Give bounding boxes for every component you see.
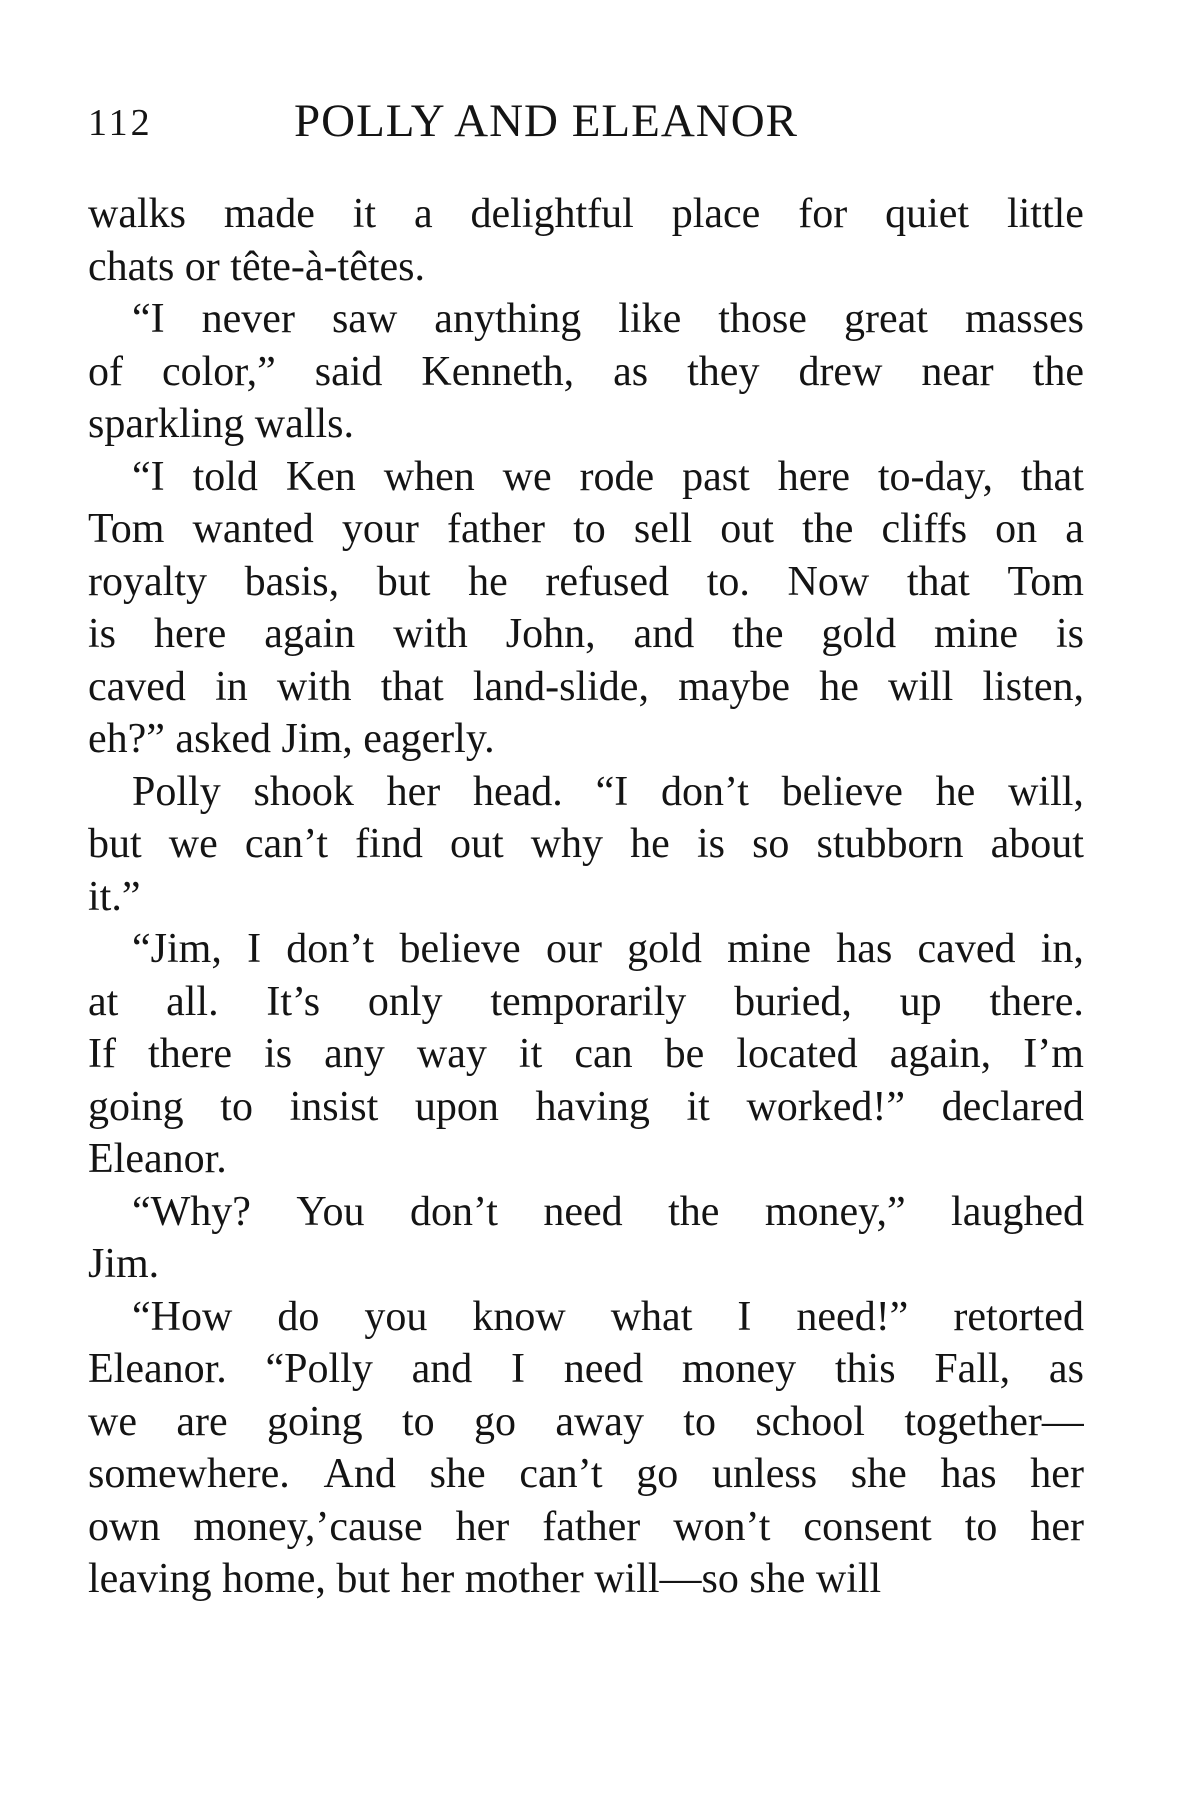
text-line: “Why? You don’t need the money,” laughed	[132, 1188, 1084, 1235]
text-line: but we can’t find out why he is so stubborn about	[88, 821, 1084, 867]
text-line: sparkling walls.	[88, 401, 354, 447]
paragraph	[88, 923, 1084, 1186]
text-line: is here again with John, and the gold mine is	[88, 611, 1084, 657]
paragraph	[88, 293, 1084, 451]
paragraph	[88, 1186, 1084, 1291]
text-line: Tom wanted your father to sell out the cliffs on a	[88, 506, 1084, 552]
paragraph	[88, 766, 1084, 924]
text-line: it.”	[88, 873, 141, 920]
text-line: If there is any way it can be located again, I’m	[88, 1031, 1084, 1077]
text-line: chats or tête-à-têtes.	[88, 243, 425, 290]
text-line: of color,” said Kenneth, as they drew near the	[88, 348, 1084, 395]
text-line: leaving home, but her mother will—so she will	[88, 1556, 882, 1602]
text-line: going to insist upon having it worked!” declared	[88, 1083, 1084, 1130]
text-line: “Jim, I don’t believe our gold mine has caved in,	[132, 926, 1084, 972]
text-line: own money,’cause her father won’t consent to her	[88, 1503, 1084, 1550]
text-line: Polly shook her head. “I don’t believe he will,	[132, 768, 1084, 815]
text-line: “I never saw anything like those great masses	[132, 296, 1084, 342]
text-line: Eleanor. “Polly and I need money this Fall, as	[88, 1346, 1084, 1392]
running-head	[88, 95, 1084, 158]
page-number: 112	[88, 102, 153, 144]
paragraph	[88, 188, 1084, 293]
text-line: Jim.	[88, 1241, 160, 1287]
text-line: caved in with that land-slide, maybe he will listen,	[88, 663, 1084, 710]
body-text	[88, 188, 1084, 1606]
running-title: POLLY AND ELEANOR	[294, 95, 799, 147]
text-line: at all. It’s only temporarily buried, up there.	[88, 978, 1084, 1025]
paragraph	[88, 451, 1084, 766]
text-line: somewhere. And she can’t go unless she has her	[88, 1451, 1084, 1497]
text-line: royalty basis, but he refused to. Now that Tom	[88, 558, 1084, 605]
text-line: “How do you know what I need!” retorted	[132, 1293, 1084, 1340]
text-line: Eleanor.	[88, 1136, 227, 1182]
paragraph	[88, 1291, 1084, 1606]
text-line: walks made it a delightful place for quiet little	[88, 191, 1084, 237]
text-line: eh?” asked Jim, eagerly.	[88, 716, 495, 762]
text-line: we are going to go away to school together—	[88, 1398, 1084, 1445]
text-line: “I told Ken when we rode past here to-day, that	[132, 453, 1084, 500]
